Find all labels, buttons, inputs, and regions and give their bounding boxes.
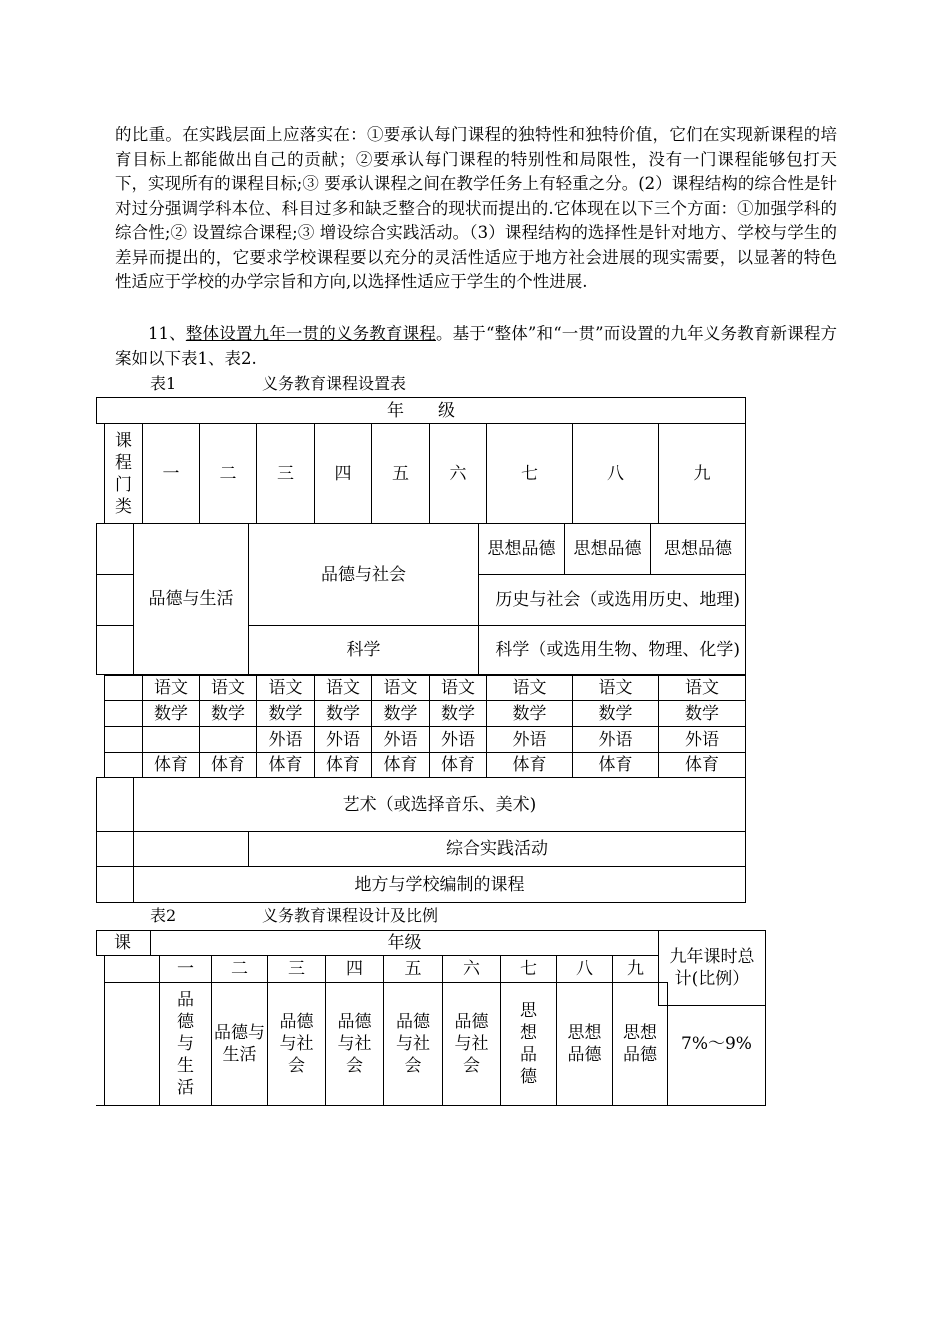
- table1-pe-6: 体育: [441, 755, 475, 775]
- table2-row1-grade-1: 品德与生活: [176, 990, 194, 1098]
- table2-grade-header: 年级: [387, 933, 422, 953]
- table1-math-9: 数学: [685, 703, 719, 724]
- table1-grade-5: 五: [392, 463, 409, 484]
- table2-row1-ratio: 7%～9%: [681, 1034, 752, 1054]
- table1-grade-2: 二: [219, 463, 237, 484]
- table2-total-header: 九年课时总计(比例）: [669, 947, 755, 989]
- table2-caption-title: 义务教育课程设计及比例: [262, 906, 439, 925]
- table1-chinese-2: 语文: [211, 678, 245, 698]
- table1-moral-life: 品德与生活: [148, 589, 234, 609]
- table2-row1-grade-8: 思想品德: [567, 1023, 602, 1065]
- table1-pe-7: 体育: [512, 755, 547, 775]
- table1-moral-society: 品德与社会: [321, 564, 406, 585]
- table1-grade-4: 四: [334, 463, 352, 484]
- table1-foreign-9: 外语: [685, 729, 719, 750]
- table2-row1-grade-5: 品德与社会: [396, 1012, 430, 1076]
- table1-caption-title: 义务教育课程设置表: [262, 374, 407, 393]
- table1-math-2: 数学: [211, 703, 245, 724]
- table2-grade-8: 八: [576, 959, 593, 979]
- table1-chinese-4: 语文: [326, 678, 360, 698]
- table1-caption-number: 表1: [150, 374, 177, 393]
- table2-row1-grade-2: 品德与生活: [214, 1023, 265, 1065]
- table1-practice: 综合实践活动: [446, 839, 548, 859]
- table1-pe-5: 体育: [383, 755, 418, 775]
- intro-paragraph: 的比重。在实践层面上应落实在：①要承认每门课程的独特性和独特价值，它们在实现新课程的培育目标上都能做出自己的贡献；②要承认每门课程的特别性和局限性，没有一门课程能够包打天下，实现所有的课程目标;③ 要承认课程之间在教学任务上有轻重之分。(2）课程结构的综合性是针对过分强调学科本位、科目过多和缺乏整合的现状而提出的.它体现在以下三个方面：①加强学科的综合性;② 设置综合课程;③ 增设综合实践活动。（3）课程结构的选择性是针对地方、学校与学生的差异而提出的，它要求学校课程要以充分的灵活性适应于地方社会进展的现实需要，以显著的特色性适应于学校的办学宗旨和方向,以选择性适应于学生的个性进展.: [115, 125, 837, 291]
- table2-grade-6: 六: [463, 959, 480, 979]
- table1-foreign-6: 外语: [441, 729, 475, 750]
- section-heading-underlined: 整体设置九年一贯的义务教育课程: [185, 324, 436, 343]
- table1-ideology-morality-9: 思想品德: [664, 539, 732, 559]
- table1-history-society: 历史与社会（或选用历史、地理): [495, 590, 740, 610]
- table1-math-8: 数学: [598, 703, 633, 724]
- section-11-paragraph: [115, 322, 837, 371]
- table2-grade-1: 一: [177, 959, 194, 979]
- table1-chinese-8: 语文: [598, 678, 633, 698]
- table1-grade-8: 八: [607, 463, 624, 484]
- table1-pe-2: 体育: [211, 755, 245, 775]
- section-number: 11、: [148, 324, 186, 343]
- table2-grade-7: 七: [520, 959, 537, 979]
- table2-row1-grade-6: 品德与社会: [454, 1012, 489, 1076]
- table2-grade-9: 九: [627, 959, 644, 979]
- table1-foreign-3: 外语: [268, 729, 303, 750]
- table2-grade-2: 二: [231, 959, 248, 979]
- table1-chinese-3: 语文: [268, 678, 303, 698]
- table1-local: 地方与学校编制的课程: [354, 874, 525, 895]
- table1-ideology-morality-8: 思想品德: [573, 539, 642, 559]
- table1-grade-1: 一: [162, 463, 180, 484]
- table1-foreign-5: 外语: [383, 729, 418, 750]
- table1-chinese-1: 语文: [154, 678, 188, 698]
- table1-chinese-5: 语文: [383, 678, 418, 698]
- table1-science: 科学: [346, 640, 381, 660]
- table1-grade-7: 七: [521, 463, 538, 484]
- table1-math-4: 数学: [326, 703, 360, 724]
- table2-category-header: 课: [114, 933, 131, 953]
- table1-grade-header: 年 级: [387, 400, 455, 421]
- table1-grade-3: 三: [277, 463, 294, 484]
- section-body: 。基于“整体”和“一贯”而设置的九年义务教育新课程方案如以下表1、表2.: [115, 324, 837, 368]
- table2-row1-grade-3: 品德与社会: [279, 1012, 314, 1076]
- table1-pe-4: 体育: [326, 755, 360, 775]
- table1-grade-6: 六: [449, 463, 467, 484]
- table1-category-header: 课程门类: [114, 430, 132, 517]
- table1-grade-9: 九: [693, 463, 711, 484]
- table1-math-6: 数学: [441, 703, 475, 724]
- table2-row1-grade-7: 思想品德: [519, 1001, 537, 1087]
- table1-arts: 艺术（或选择音乐、美术): [342, 794, 537, 815]
- table2-grade-5: 五: [404, 959, 422, 979]
- table1-pe-9: 体育: [685, 755, 719, 775]
- table1-foreign-7: 外语: [512, 729, 547, 750]
- table1-ideology-morality-7: 思想品德: [487, 539, 556, 559]
- table2-caption-number: 表2: [150, 906, 177, 925]
- table1-chinese-7: 语文: [512, 678, 547, 698]
- table1-pe-3: 体育: [268, 755, 303, 775]
- table1-pe-8: 体育: [598, 755, 633, 775]
- table1-math-7: 数学: [512, 703, 547, 724]
- table1-math-1: 数学: [154, 703, 188, 724]
- table2-grade-4: 四: [346, 959, 363, 979]
- table1-math-3: 数学: [268, 703, 303, 724]
- table1-pe-1: 体育: [154, 755, 188, 775]
- table2-row1-grade-9: 思想品德: [623, 1023, 657, 1065]
- table1-chinese-6: 语文: [441, 678, 475, 698]
- table1-science-upper: 科学（或选用生物、物理、化学): [495, 640, 740, 660]
- table1-chinese-9: 语文: [685, 678, 719, 698]
- table1-foreign-4: 外语: [326, 729, 360, 750]
- table2-row1-grade-4: 品德与社会: [337, 1012, 372, 1076]
- table2-grade-3: 三: [288, 959, 305, 979]
- table1-foreign-8: 外语: [598, 729, 633, 750]
- table1-math-5: 数学: [383, 703, 418, 724]
